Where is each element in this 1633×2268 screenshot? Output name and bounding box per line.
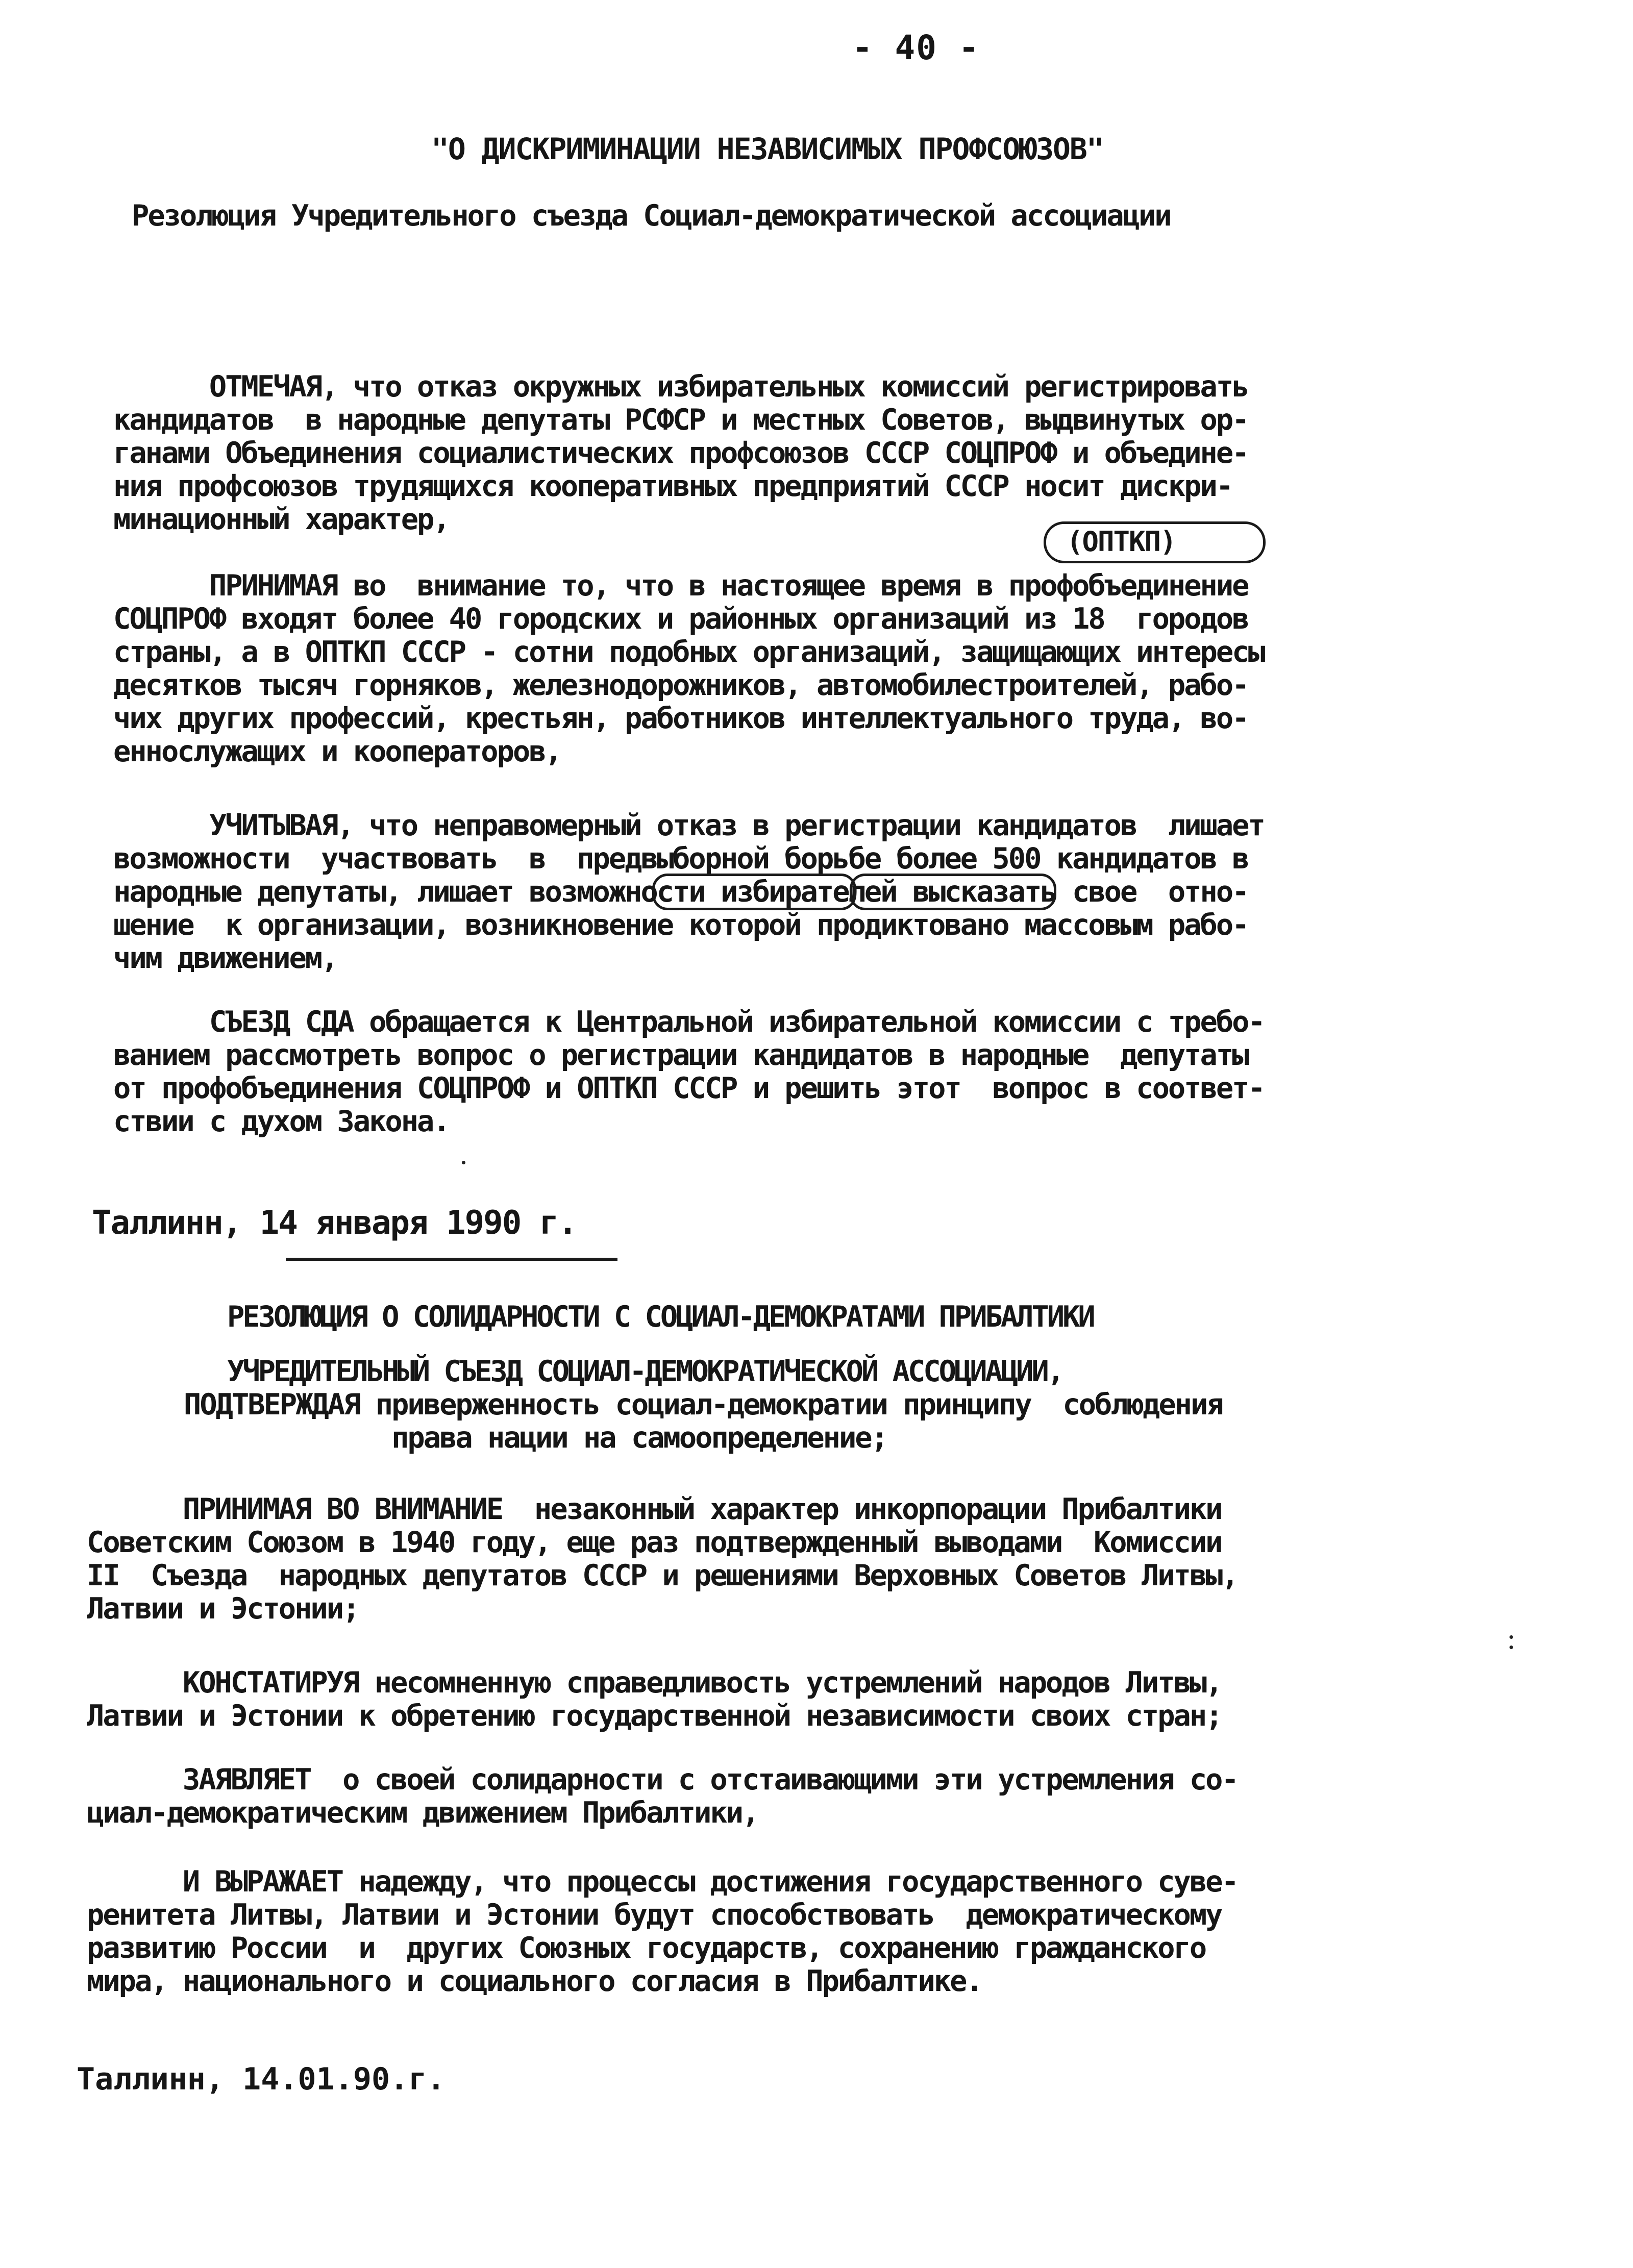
text-line: возможности участвовать в предвыборной борьбе более 500 кандидатов в xyxy=(113,842,1248,876)
text-line: народные депутаты, лишает возможности избирателей высказать свое отно- xyxy=(113,875,1248,909)
text-line: УЧРЕДИТЕЛЬНЫЙ СЪЕЗД СОЦИАЛ-ДЕМОКРАТИЧЕСКОЙ АССОЦИАЦИИ, xyxy=(227,1355,1063,1388)
text-line: ПРИНИМАЯ ВО ВНИМАНИЕ незаконный характер инкорпорации Прибалтики xyxy=(87,1492,1222,1526)
text-line: УЧИТЫВАЯ, что неправомерный отказ в регистрации кандидатов лишает xyxy=(113,809,1264,842)
text-line: ганами Объединения социалистических профсоюзов СССР СОЦПРОФ и объедине- xyxy=(113,436,1248,470)
text-line: права нации на самоопределение; xyxy=(184,1421,887,1455)
text-line: СЪЕЗД СДА обращается к Центральной избирательной комиссии с требо- xyxy=(113,1005,1264,1039)
place-date: Таллинн, 14.01.90.г. xyxy=(77,2061,446,2097)
text-line: ЗАЯВЛЯЕТ о своей солидарности с отстаивающими эти устремления со- xyxy=(87,1763,1238,1797)
handwritten-note: (ОПТКП) xyxy=(1067,526,1176,558)
text-line: чим движением, xyxy=(113,941,337,975)
text-line: от профобъединения СОЦПРОФ и ОПТКП СССР и решить этот вопрос в соответ- xyxy=(113,1071,1264,1105)
page-number: - 40 - xyxy=(852,28,980,67)
text-line: ПОДТВЕРЖДАЯ приверженность социал-демократии принципу соблюдения xyxy=(184,1388,1223,1422)
text-line: Латвии и Эстонии; xyxy=(87,1592,359,1626)
text-line: десятков тысяч горняков, железнодорожников, автомобилестроителей, рабо- xyxy=(113,668,1248,702)
text-line: И ВЫРАЖАЕТ надежду, что процессы достижения государственного суве- xyxy=(87,1865,1238,1899)
text-line: еннослужащих и кооператоров, xyxy=(113,735,561,768)
speck xyxy=(1510,1646,1513,1649)
text-line: ренитета Литвы, Латвии и Эстонии будут способствовать демократическому xyxy=(87,1898,1222,1932)
text-line: мира, национального и социального согласия в Прибалтике. xyxy=(87,1964,982,1998)
place-date: Таллинн, 14 января 1990 г. xyxy=(92,1204,577,1242)
text-line: Советским Союзом в 1940 году, еще раз подтвержденный выводами Комиссии xyxy=(87,1526,1222,1559)
text-line: ПРИНИМАЯ во внимание то, что в настоящее время в профобъединение xyxy=(113,569,1248,603)
text-line: страны, а в ОПТКП СССР - сотни подобных организаций, защищающих интересы xyxy=(113,635,1264,669)
text-line: II Съезда народных депутатов СССР и решениями Верховных Советов Литвы, xyxy=(87,1559,1238,1592)
document-subtitle: Резолюция Учредительного съезда Социал-демократической ассоциации xyxy=(132,199,1171,233)
text-line: кандидатов в народные депутаты РСФСР и местных Советов, выдвинутых ор- xyxy=(113,403,1248,437)
text-line: ОТМЕЧАЯ, что отказ окружных избирательных комиссий регистрировать xyxy=(113,370,1248,404)
text-line: ствии с духом Закона. xyxy=(113,1105,449,1138)
text-line: развитию России и других Союзных государств, сохранению гражданского xyxy=(87,1931,1206,1965)
text-line: СОЦПРОФ входят более 40 городских и районных организаций из 18 городов xyxy=(113,602,1248,636)
text-line: минационный характер, xyxy=(113,503,449,536)
resolution2-title: РЕЗОЛЮЦИЯ О СОЛИДАРНОСТИ С СОЦИАЛ-ДЕМОКРАТАМИ ПРИБАЛТИКИ xyxy=(227,1300,1094,1334)
handwritten-circle xyxy=(652,874,856,910)
text-line: Латвии и Эстонии к обретению государственной независимости своих стран; xyxy=(87,1699,1222,1733)
text-line: чих других профессий, крестьян, работников интеллектуального труда, во- xyxy=(113,702,1248,735)
speck xyxy=(462,1161,465,1164)
text-line: шение к организации, возникновение которой продиктовано массовым рабо- xyxy=(113,908,1248,942)
text-line: ния профсоюзов трудящихся кооперативных предприятий СССР носит дискри- xyxy=(113,469,1232,503)
handwritten-circle xyxy=(850,874,1056,910)
document-title: "О ДИСКРИМИНАЦИИ НЕЗАВИСИМЫХ ПРОФСОЮЗОВ" xyxy=(431,132,1103,166)
speck xyxy=(1510,1635,1513,1639)
text-line: ванием рассмотреть вопрос о регистрации кандидатов в народные депутаты xyxy=(113,1038,1248,1072)
divider-line xyxy=(286,1258,617,1261)
text-line: КОНСТАТИРУЯ несомненную справедливость устремлений народов Литвы, xyxy=(87,1666,1222,1700)
text-line: циал-демократическим движением Прибалтики, xyxy=(87,1796,758,1830)
